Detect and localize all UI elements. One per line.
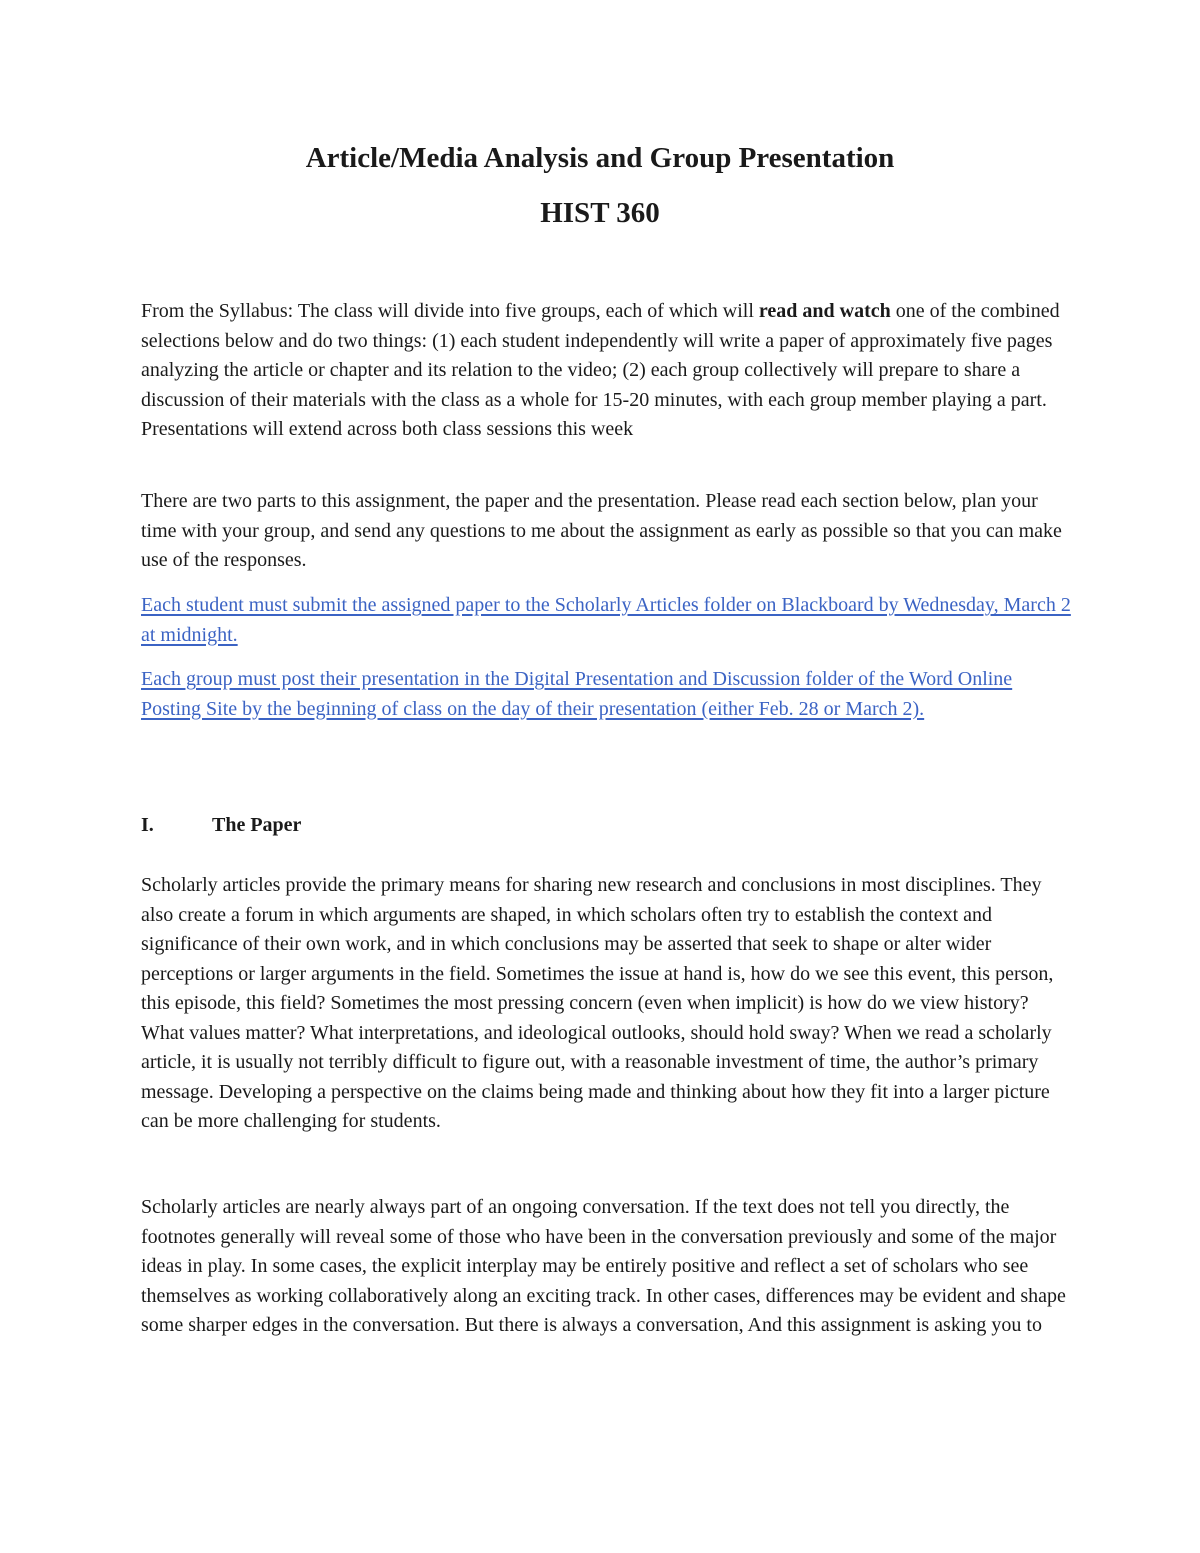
assignment-parts-paragraph: There are two parts to this assignment, the paper and the presentation. Please read each section below, plan your time with your group, and send any questions to me about the assignment as early as possible so that you can make use of the responses. — [141, 490, 1062, 571]
paper-submission-link[interactable]: Each student must submit the assigned paper to the Scholarly Articles folder on Blackboard by Wednesday, March 2 at midnight. — [141, 594, 1071, 646]
scholarly-articles-paragraph: Scholarly articles provide the primary means for sharing new research and conclusions in most disciplines. They also create a forum in which arguments are shaped, in which scholars often try to establish the context and significance of their own work, and in which conclusions may be asserted that seek to shape or alter wider perceptions or larger arguments in the field. Sometimes the issue at hand is, how do we see this event, this person, this episode, this field? Sometimes the most pressing concern (even when implicit) is how do we view history? What values matter? What interpretations, and ideological outlooks, should hold sway? When we read a scholarly article, it is usually not terribly difficult to figure out, with a reasonable investment of time, the author’s primary message. Developing a perspective on the claims being made and thinking about how they fit into a larger picture can be more challenging for students. — [141, 874, 1054, 1132]
read-and-watch-emphasis: read and watch — [758, 300, 891, 322]
presentation-posting-link[interactable]: Each group must post their presentation in the Digital Presentation and Discussion folder of the Word Online Posting Site by the beginning of class on the day of their presentation (either Feb. 28 or March 2). — [141, 668, 1013, 720]
syllabus-intro-text: From the Syllabus: The class will divide into five groups, each of which will — [141, 300, 759, 322]
document-title: Article/Media Analysis and Group Presentation — [305, 142, 895, 174]
section-number: I. — [141, 814, 154, 836]
section-title: The Paper — [212, 814, 302, 836]
course-code: HIST 360 — [540, 197, 660, 229]
syllabus-rest-text: one of the combined selections below and do two things: (1) each student independently will write a paper of approximately five pages analyzing the article or chapter and its relation to the video; (2) each group collectively will prepare to share a discussion of their materials with the class as a whole for 15-20 minutes, with each group member playing a part. Presentations will extend across both class sessions this week — [141, 300, 1060, 440]
syllabus-paragraph — [141, 297, 1071, 445]
conversation-paragraph: Scholarly articles are nearly always part of an ongoing conversation. If the text does not tell you directly, the footnotes generally will reveal some of those who have been in the conversation previously and some of the major ideas in play. In some cases, the explicit interplay may be entirely positive and reflect a set of scholars who see themselves as working collaboratively along an exciting track. In other cases, differences may be evident and shape some sharper edges in the conversation. But there is always a conversation, And this assignment is asking you to — [141, 1196, 1066, 1336]
